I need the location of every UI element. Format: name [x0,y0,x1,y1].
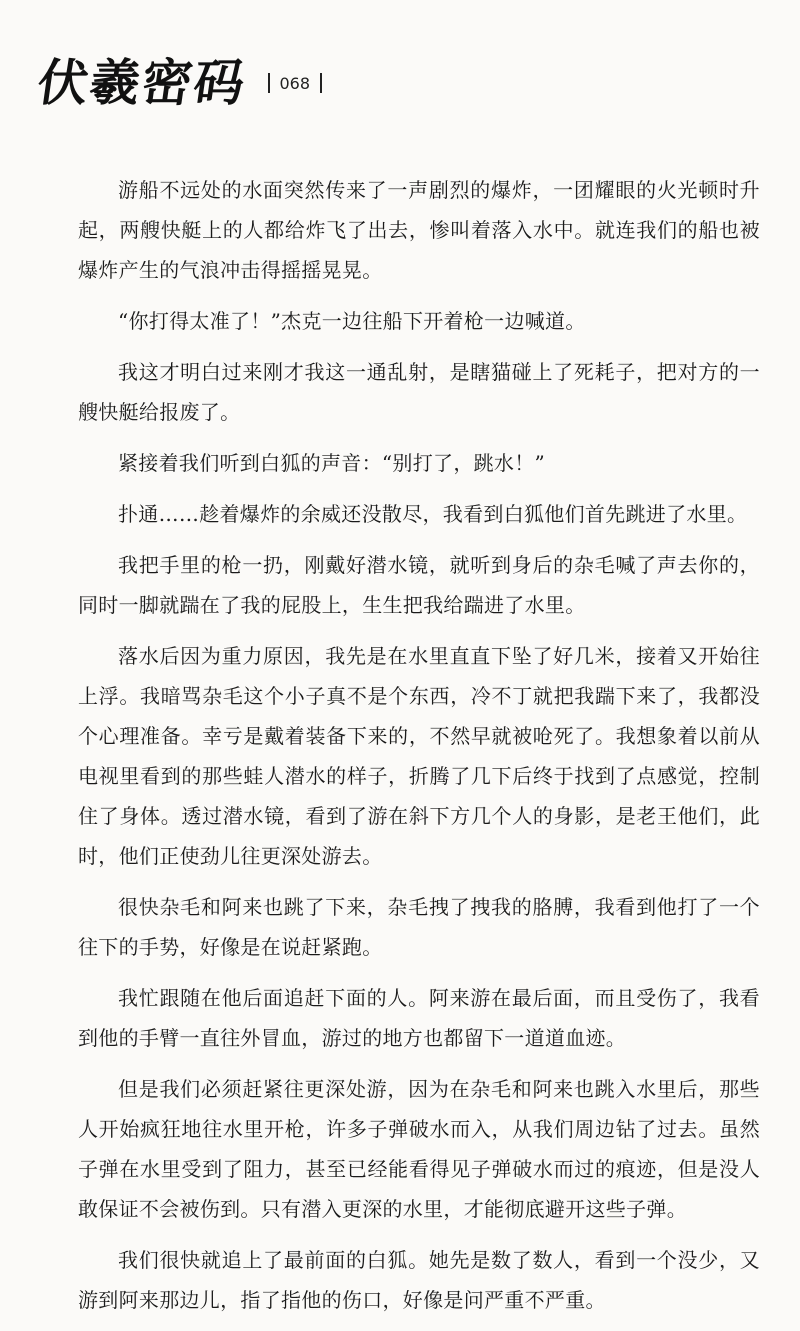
paragraph: 很快杂毛和阿来也跳了下来，杂毛拽了拽我的胳膊，我看到他打了一个往下的手势，好像是在说赶紧跑。 [78,895,760,959]
paragraph: 扑通……趁着爆炸的余威还没散尽，我看到白狐他们首先跳进了水里。 [118,502,748,526]
paragraph: 我这才明白过来刚才我这一通乱射，是瞎猫碰上了死耗子，把对方的一艘快艇给报废了。 [78,360,760,424]
paragraph: 我们很快就追上了最前面的白狐。她先是数了数人，看到一个没少，又游到阿来那边儿，指了指他的伤口，好像是问严重不严重。 [78,1248,760,1312]
paragraph: 游船不远处的水面突然传来了一声剧烈的爆炸，一团耀眼的火光顿时升起，两艘快艇上的人都给炸飞了出去，惨叫着落入水中。就连我们的船也被爆炸产生的气浪冲击得摇摇晃晃。 [78,178,760,282]
page-number: 068 [279,73,311,93]
paragraph: 我把手里的枪一扔，刚戴好潜水镜，就听到身后的杂毛喊了声去你的，同时一脚就踹在了我的屁股上，生生把我给踹进了水里。 [78,553,760,617]
page-body [78,170,760,1331]
book-title: 伏羲密码 [33,53,251,112]
page-number-block [268,73,322,93]
paragraph: “你打得太准了！”杰克一边往船下开着枪一边喊道。 [118,309,586,333]
right-divider [320,73,322,93]
paragraph: 落水后因为重力原因，我先是在水里直直下坠了好几米，接着又开始往上浮。我暗骂杂毛这个小子真不是个东西，冷不丁就把我踹下来了，我都没个心理准备。幸亏是戴着装备下来的，不然早就被呛死了。我想象着以前从电视里看到的那些蛙人潜水的样子，折腾了几下后终于找到了点感觉，控制住了身体。透过潜水镜，看到了游在斜下方几个人的身影，是老王他们，此时，他们正使劲儿往更深处游去。 [78,644,760,868]
page-header [33,52,322,114]
paragraph: 紧接着我们听到白狐的声音：“别打了，跳水！” [118,451,546,475]
paragraph: 但是我们必须赶紧往更深处游，因为在杂毛和阿来也跳入水里后，那些人开始疯狂地往水里开枪，许多子弹破水而入，从我们周边钻了过去。虽然子弹在水里受到了阻力，甚至已经能看得见子弹破水而过的痕迹，但是没人敢保证不会被伤到。只有潜入更深的水里，才能彻底避开这些子弹。 [78,1077,760,1221]
left-divider [268,73,270,93]
paragraph: 我忙跟随在他后面追赶下面的人。阿来游在最后面，而且受伤了，我看到他的手臂一直往外冒血，游过的地方也都留下一道道血迹。 [78,986,760,1050]
